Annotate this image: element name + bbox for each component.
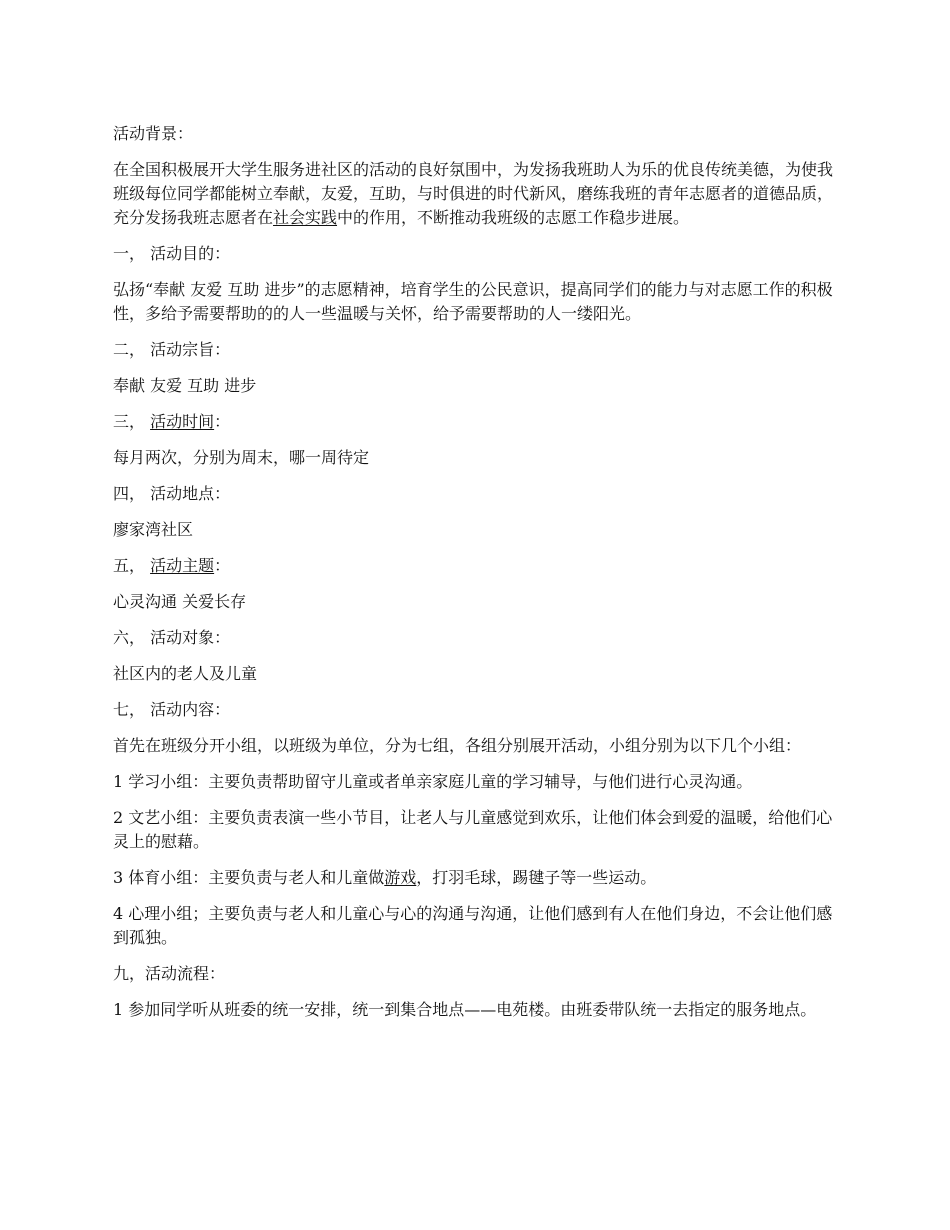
activity-theme-link[interactable]: 活动主题 — [150, 556, 215, 575]
activity-time-link[interactable]: 活动时间 — [150, 412, 215, 431]
background-paragraph — [113, 158, 843, 230]
section-aim-heading: 二， 活动宗旨： — [113, 340, 231, 359]
section-content-text: 首先在班级分开小组，以班级为单位，分为七组，各组分别展开活动，小组分别为以下几个小组： — [113, 736, 802, 755]
section-time-prefix: 三， — [113, 412, 151, 431]
section-time-suffix: ： — [214, 412, 231, 431]
section-theme-heading — [113, 554, 843, 578]
group-arts: 2 文艺小组：主要负责表演一些小节目，让老人与儿童感觉到欢乐，让他们体会到爱的温暖，给他们心灵上的慰藉。 — [113, 808, 833, 851]
section-target-text: 社区内的老人及儿童 — [113, 664, 258, 683]
games-link[interactable]: 游戏 — [384, 868, 417, 887]
background-text-part2: 中的作用，不断推动我班级的志愿工作稳步进展。 — [337, 208, 690, 227]
social-practice-link[interactable]: 社会实践 — [273, 208, 338, 227]
group-sports — [113, 866, 843, 890]
section-flow-heading: 九，活动流程： — [113, 964, 226, 983]
section-time-heading — [113, 410, 843, 434]
section-theme-prefix: 五， — [113, 556, 151, 575]
flow-step-1: 1 参加同学听从班委的统一安排，统一到集合地点——电苑楼。由班委带队统一去指定的服务地点。 — [113, 1000, 817, 1019]
group-psychology: 4 心理小组；主要负责与老人和儿童心与心的沟通与沟通，让他们感到有人在他们身边，不会让他们感到孤独。 — [113, 904, 833, 947]
section-theme-suffix: ： — [214, 556, 231, 575]
section-location-heading: 四， 活动地点： — [113, 484, 231, 503]
section-aim-text: 奉献 友爱 互助 进步 — [113, 376, 257, 395]
section-purpose-text: 弘扬“奉献 友爱 互助 进步”的志愿精神，培育学生的公民意识，提高同学们的能力与对志愿工作的积极性，多给予需要帮助的的人一些温暖与关怀，给予需要帮助的人一缕阳光。 — [113, 280, 833, 323]
group-study: 1 学习小组：主要负责帮助留守儿童或者单亲家庭儿童的学习辅导，与他们进行心灵沟通。 — [113, 772, 753, 791]
background-text-part1: 在全国积极展开大学生服务进社区的活动的良好氛围中，为发扬我班助人为乐的优良传统美德，为使我班级每位同学都能树立奉献，友爱，互助，与时俱进的时代新风，磨练我班的青年志愿者的道德品质，充分发扬我班志愿者在 — [113, 160, 834, 227]
document-body — [113, 122, 843, 1034]
section-theme-text: 心灵沟通 关爱长存 — [113, 592, 247, 611]
section-target-heading: 六， 活动对象： — [113, 628, 231, 647]
section-content-heading: 七， 活动内容： — [113, 700, 231, 719]
heading-background: 活动背景： — [113, 124, 194, 143]
group-sports-prefix: 3 体育小组：主要负责与老人和儿童做 — [113, 868, 385, 887]
section-purpose-heading: 一， 活动目的： — [113, 244, 231, 263]
section-time-text: 每月两次，分别为周末，哪一周待定 — [113, 448, 370, 467]
group-sports-suffix: ，打羽毛球，踢毽子等一些运动。 — [416, 868, 657, 887]
section-location-text: 廖家湾社区 — [113, 520, 194, 539]
